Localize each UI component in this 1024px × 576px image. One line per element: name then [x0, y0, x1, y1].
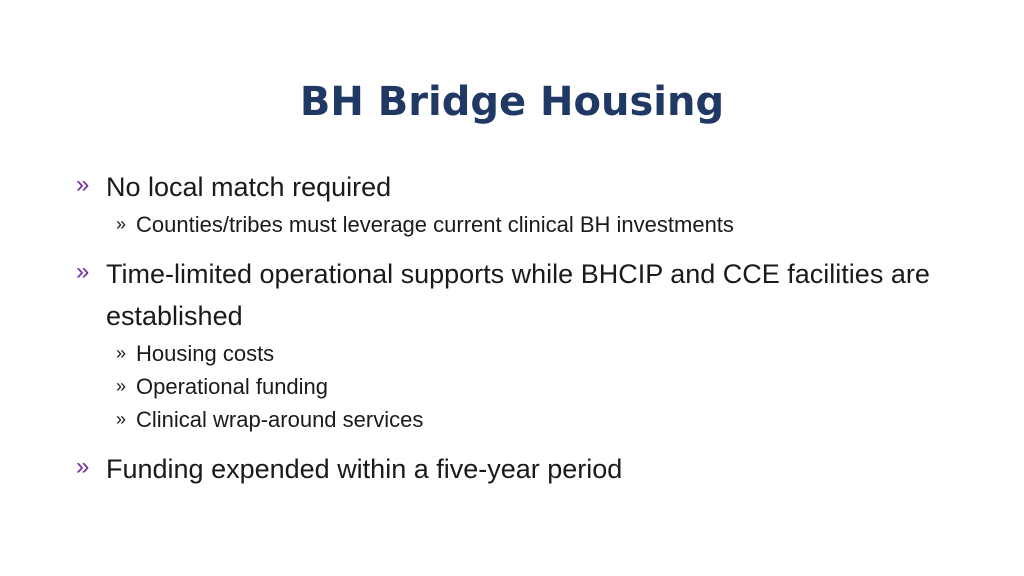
bullet-list — [76, 166, 956, 500]
bullet-text: No local match required — [106, 172, 392, 202]
sub-bullet-text: Housing costs — [136, 341, 275, 366]
bullet-marker-icon: » — [76, 453, 90, 480]
sub-bullet-list — [116, 208, 956, 241]
bullet-item — [76, 448, 956, 490]
sub-bullet-marker-icon: » — [116, 409, 127, 429]
sub-bullet-item — [116, 208, 956, 241]
bullet-group — [76, 448, 956, 490]
sub-bullet-text: Counties/tribes must leverage current clinical BH investments — [136, 212, 734, 237]
sub-bullet-list — [116, 337, 956, 436]
sub-bullet-text: Operational funding — [136, 374, 329, 399]
sub-bullet-marker-icon: » — [116, 376, 127, 396]
bullet-item — [76, 253, 956, 337]
sub-bullet-item — [116, 370, 956, 403]
bullet-group — [76, 253, 956, 436]
slide-title: BH Bridge Housing — [299, 79, 725, 125]
bullet-marker-icon: » — [76, 171, 90, 198]
sub-bullet-text: Clinical wrap-around services — [136, 407, 424, 432]
sub-bullet-marker-icon: » — [116, 343, 127, 363]
sub-bullet-item — [116, 403, 956, 436]
bullet-group — [76, 166, 956, 241]
sub-bullet-marker-icon: » — [116, 214, 127, 234]
sub-bullet-item — [116, 337, 956, 370]
bullet-item — [76, 166, 956, 208]
bullet-text: Time-limited operational supports while BHCIP and CCE facilities are established — [106, 259, 930, 331]
bullet-text: Funding expended within a five-year period — [106, 454, 623, 484]
bullet-marker-icon: » — [76, 258, 90, 285]
